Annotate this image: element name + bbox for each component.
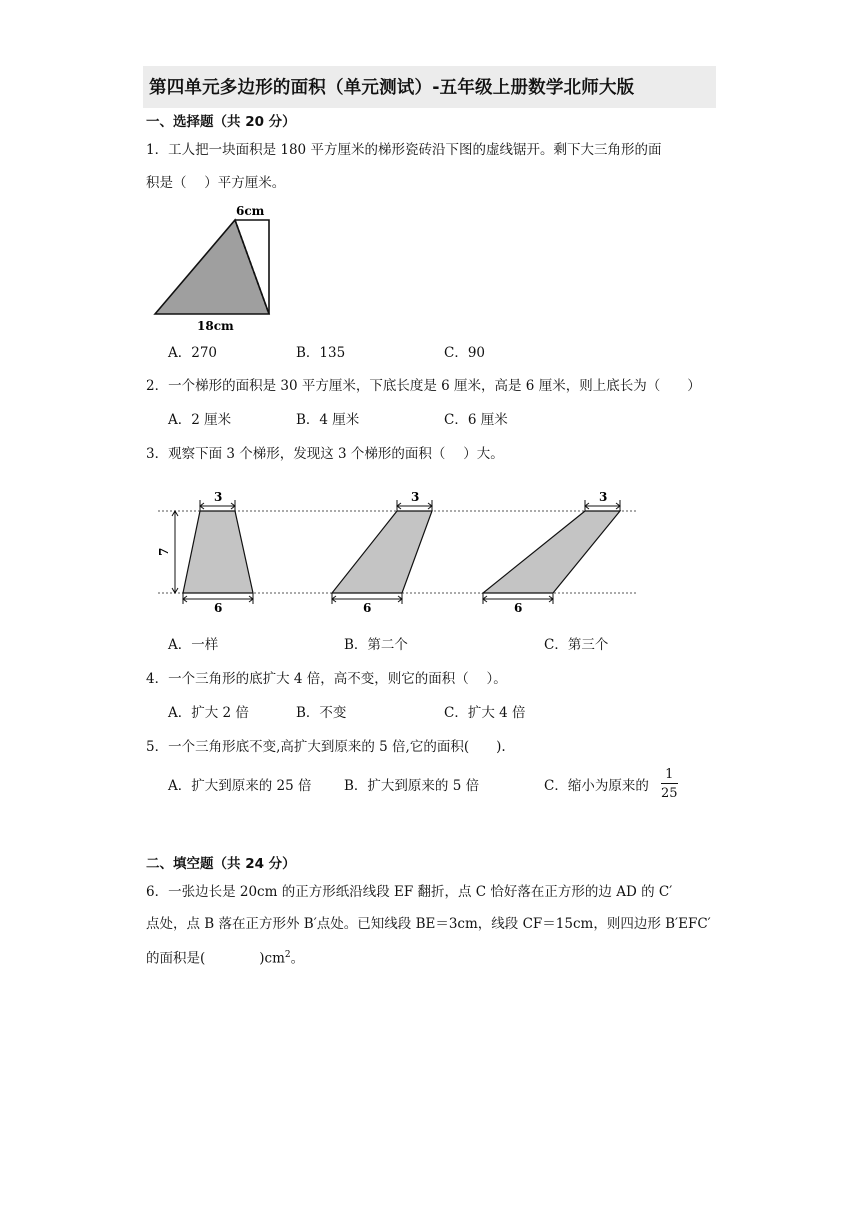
q5-fraction: [661, 768, 678, 800]
question-6-line-2: 点处，点 B 落在正方形外 B′点处。已知线段 BE＝3cm，线段 CF＝15cm，则四边形 B′EFC′: [146, 916, 711, 932]
q2-option-a[interactable]: A．2 厘米: [168, 412, 232, 428]
question-3: 3．观察下面 3 个梯形，发现这 3 个梯形的面积（ ）大。: [146, 446, 504, 462]
bottom-label-3: 6: [514, 601, 523, 615]
question-6-line-3: [146, 951, 304, 966]
question-1-line-2: 积是（ ）平方厘米。: [146, 175, 286, 191]
q3-option-c[interactable]: C．第三个: [544, 637, 609, 653]
section-1-heading: 一、选择题（共 20 分）: [146, 114, 296, 130]
q1-option-a[interactable]: A．270: [168, 345, 218, 361]
fraction-denominator: 25: [661, 786, 678, 801]
q4-option-c[interactable]: C．扩大 4 倍: [444, 705, 526, 721]
q4-option-a[interactable]: A．扩大 2 倍: [168, 705, 249, 721]
bottom-label-1: 6: [214, 601, 223, 615]
bottom-label-2: 6: [363, 601, 372, 615]
q5-option-c[interactable]: C．缩小为原来的: [544, 778, 649, 794]
fraction-numerator: 1: [661, 768, 678, 784]
top-label-2: 3: [411, 490, 420, 504]
top-label-3: 3: [599, 490, 608, 504]
question-6-line-3-end: 。: [290, 950, 305, 967]
figure-top-label: 6cm: [236, 204, 265, 218]
page-title: 第四单元多边形的面积（单元测试）-五年级上册数学北师大版: [149, 78, 635, 98]
section-2-heading: 二、填空题（共 24 分）: [146, 856, 296, 872]
question-2: 2．一个梯形的面积是 30 平方厘米，下底长度是 6 厘米，高是 6 厘米，则上底长为（ ）: [146, 378, 701, 394]
superscript-2: 2: [284, 950, 291, 960]
question-6-line-1: 6．一张边长是 20cm 的正方形纸沿线段 EF 翻折，点 C 恰好落在正方形的边 AD 的 C′: [146, 884, 673, 900]
q5-option-b[interactable]: B．扩大到原来的 5 倍: [344, 778, 480, 794]
q2-option-b[interactable]: B．4 厘米: [296, 412, 360, 428]
q4-option-b[interactable]: B．不变: [296, 705, 347, 721]
q3-option-a[interactable]: A．一样: [168, 637, 219, 653]
top-label-1: 3: [214, 490, 223, 504]
trapezoid-2: [332, 511, 432, 593]
q2-option-c[interactable]: C．6 厘米: [444, 412, 508, 428]
q1-option-c[interactable]: C．90: [444, 345, 486, 361]
question-5: 5．一个三角形底不变,高扩大到原来的 5 倍,它的面积( ).: [146, 739, 506, 755]
question-6-line-3-text: 的面积是( )cm: [146, 950, 285, 967]
question-4: 4．一个三角形的底扩大 4 倍，高不变，则它的面积（ ）。: [146, 671, 507, 687]
figure-bottom-label: 18cm: [197, 319, 234, 333]
q3-option-b[interactable]: B．第二个: [344, 637, 408, 653]
height-label: 7: [157, 547, 171, 556]
question-1-line-1: 1．工人把一块面积是 180 平方厘米的梯形瓷砖沿下图的虚线锯开。剩下大三角形的面: [146, 142, 662, 158]
q1-option-b[interactable]: B．135: [296, 345, 346, 361]
q5-option-a[interactable]: A．扩大到原来的 25 倍: [168, 778, 312, 794]
trapezoid-1: [183, 511, 253, 593]
trapezoid-3: [483, 511, 620, 593]
